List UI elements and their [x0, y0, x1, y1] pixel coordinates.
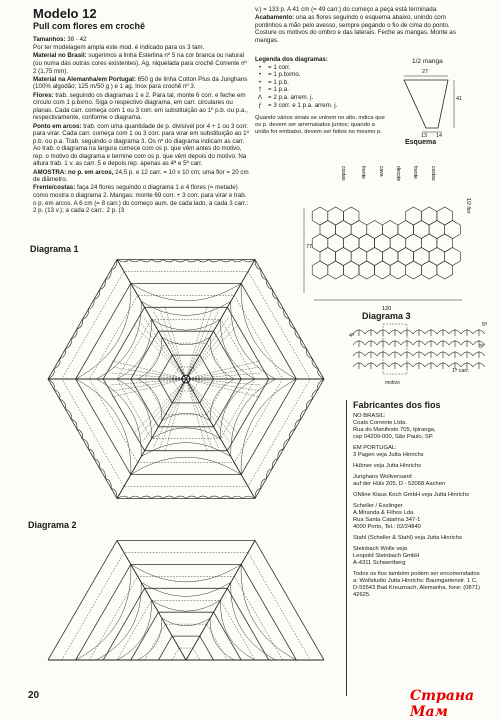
flower-hexagon	[406, 234, 422, 252]
supplier-entry: ONline Klaus Koch GmbH veja Jutta Hinrichs	[353, 492, 469, 498]
instruction-label: Tamanhos:	[33, 36, 66, 43]
flower-hexagon	[343, 261, 359, 279]
flower-hexagon	[343, 234, 359, 252]
crochet-round	[158, 636, 213, 660]
stitch-line	[111, 379, 186, 391]
flower-hexagon	[429, 248, 445, 266]
diagram3-chart	[345, 320, 488, 390]
diagram3-label: Diagrama 3	[362, 311, 411, 321]
stitch-line	[159, 308, 186, 379]
crochet-round	[117, 600, 255, 660]
flower-hexagon	[398, 221, 414, 239]
chain-arc	[162, 618, 210, 626]
sleeve-cuff-label-a: 13	[421, 133, 428, 139]
sleeve-schematic	[392, 58, 482, 148]
diagram1-label: Diagrama 1	[30, 244, 79, 254]
width-dimension-label: 120	[382, 306, 392, 312]
stitch-line	[186, 379, 261, 391]
stitch-line	[112, 361, 186, 379]
height-dimension-label: 77	[306, 244, 313, 250]
instruction-paragraph	[33, 123, 251, 169]
suppliers-box	[346, 400, 481, 696]
instruction-label: Frente/costas:	[33, 184, 76, 192]
suppliers-title: Fabricantes dos fios	[353, 400, 441, 410]
legend-text: = 1 corr.	[268, 63, 291, 71]
chain-arc	[231, 301, 276, 379]
supplier-entry: NO BRASIL: Coats Corrente Ltda. Rua do Manifesto 705, Ipiranga, cep 04209-000, São Paulo, SP.	[353, 413, 436, 440]
legend-symbol: •	[258, 63, 262, 71]
flower-hexagon	[406, 261, 422, 279]
stitch-line	[159, 379, 186, 450]
row-label-3: 3ª	[479, 344, 485, 350]
flower-hexagon	[429, 221, 445, 239]
scheme-caption: Esquema	[405, 139, 437, 146]
header	[33, 7, 145, 31]
diagram2-label: Diagrama 2	[28, 520, 77, 530]
instruction-label: Flores:	[33, 91, 54, 99]
row-label-5: 5ª	[482, 322, 488, 328]
flower-hexagon	[382, 248, 398, 266]
chain-arc	[131, 283, 241, 300]
flower-hexagon	[367, 248, 383, 266]
diagram2-chart	[30, 520, 342, 670]
sleeve-title: 1/2 manga	[412, 58, 443, 65]
stitch-line	[186, 379, 260, 397]
stitch-line	[110, 373, 186, 379]
instruction-text: trab. seguindo os diagramas 1 e 2. Para tal, monte 6 corr. e feche em círculo com 1 p.bxmo. Siga o respectivo diagrama, em carr. circulares ou planas. Cada carr. começa com 1 ou 3 corr. em substituição ao 1º p.b. ou p.a., respectivamente, conforme o diagrama.	[33, 91, 248, 122]
instruction-label: Material na Alemanha/em Portugal:	[33, 75, 136, 83]
legend-item	[255, 71, 385, 79]
flower-hexagon	[359, 234, 375, 252]
crochet-round	[89, 576, 282, 660]
flower-hexagon	[437, 261, 453, 279]
flower-hexagon	[359, 261, 375, 279]
flower-hexagon	[421, 234, 437, 252]
motif-label: motivo	[385, 380, 400, 386]
scheme-label: cava	[378, 166, 384, 177]
instruction-text: 38 - 42	[65, 36, 87, 43]
right-instructions	[255, 6, 473, 45]
legend-text: = 1 p.b.	[268, 78, 289, 86]
flower-hexagon	[414, 221, 430, 239]
supplier-entry: EM PORTUGAL: 3 Pagen veja Jutta Hinrichs	[353, 445, 424, 458]
flower-hexagon	[390, 261, 406, 279]
legend-symbol: Λ	[257, 93, 263, 101]
chain-arc	[141, 582, 231, 596]
stitch-line	[111, 367, 186, 379]
legend-title: Legenda dos diagramas:	[255, 56, 328, 63]
flower-hexagon	[390, 234, 406, 252]
instruction-text: Por ter modelagem ampla este mod. é indicado para os 3 tam.	[33, 44, 205, 52]
flower-hexagon	[351, 248, 367, 266]
scheme-label: costas	[430, 166, 436, 181]
row-label-4: 4ª	[349, 333, 355, 339]
legend-item	[255, 86, 385, 94]
chain-arc	[96, 379, 141, 457]
crochet-round	[103, 588, 269, 660]
page-number: 20	[28, 690, 40, 701]
continuation-text: v.) = 133 p. A 41 cm (= 49 carr.) do começo a peça está terminada.	[255, 6, 438, 13]
legend-symbol: ƒ	[258, 101, 262, 109]
flower-hexagon	[375, 234, 391, 252]
pattern-title: Pull com flores em crochê	[33, 21, 146, 31]
scheme-label: frente	[360, 166, 366, 179]
stitch-line	[110, 379, 186, 385]
legend-item	[255, 94, 385, 102]
instruction-paragraph	[33, 52, 251, 75]
flower-hexagon	[367, 221, 383, 239]
flower-hexagon	[398, 248, 414, 266]
instruction-text: trab. com uma quantidade de p. divisível por 4 + 1 ou 3 corr. para virar. Cada carr. começa com 1 ou 3 corr. para virar em substituição ao 1º p.b. ou p.a. Trab. seguindo o diagrama 3. Os nº do diagrama indicam as carr. Ao trab. o diagrama na largura comece com os p. que vêm antes do motivo, rep. o motivo do diagrama e termine com os p. que vêm depois do motivo. Na altura trab. 1 v. as carr. 5 e depois rep. apenas as 4ª e 5ª carr.	[33, 122, 249, 168]
instruction-label: AMOSTRA: no p. em arcos,	[33, 168, 114, 176]
supplier-entry: Scheller / Esslinger A.Miranda & Filhos Lda. Rua Santa Catarina 347-1 4000 Porto, Tel.: 02/24840	[353, 503, 421, 530]
flower-hexagon	[437, 234, 453, 252]
supplier-entry: Hübner veja Jutta Hinrichs	[353, 463, 421, 469]
stitch-line	[112, 379, 186, 397]
stitch-line	[186, 379, 262, 385]
legend-note: Quando vários sinais se unirem no alto, indica que os p. devem ser arrematados juntos; quando a união for embaixo, devem ser feitos no mesmo p.	[255, 115, 385, 136]
chain-arc	[131, 457, 241, 474]
scheme-label: costas	[340, 166, 346, 181]
model-title: Modelo 12	[33, 6, 97, 21]
flower-hexagon	[320, 221, 336, 239]
legend-symbol: †	[258, 86, 262, 94]
finishing-label: Acabamento:	[255, 14, 295, 22]
crochet-round	[172, 648, 200, 660]
legend-item	[255, 79, 385, 87]
stitch-line	[186, 379, 213, 450]
legend	[255, 56, 385, 136]
flower-hexagon	[312, 207, 328, 225]
instruction-paragraph	[33, 92, 251, 122]
legend-text: = 2 p.a. arrem. j.	[268, 93, 314, 101]
flower-hexagon	[343, 207, 359, 225]
chain-arc	[131, 564, 241, 581]
flower-hexagon	[437, 207, 453, 225]
legend-item	[255, 64, 385, 72]
instruction-text: faça 24 flores seguindo o diagrama 1 e 4 flores (= metade) como mostra o diagrama 2. Mangas: monte 69 corr. + 3 corr. para virar e trab. o p. em arcos. A 6 cm (= 8 carr.) do começo aum. de cada lado, a cada 3 carr.: 2 p. (13 v.); a cada 2 carr.: 2 p. (3	[33, 184, 249, 215]
flower-hexagon	[351, 221, 367, 239]
supplier-entry: Todos os fios também podem ser encomendados a: Wollstudio Jutta Hinrichs: Baumgartenstr. 1 C, D-55543 Bad Kreuznach, Alemanha, fone: (0871) 42625.	[353, 571, 480, 598]
flower-hexagon	[445, 221, 461, 239]
instruction-text: 650 g de linha Cotton Plus da Junghans (100% algodão; 125 m/50 g ) e 1 ag. Inox para crochê nº 3.	[33, 75, 248, 91]
row-label-1: 1ª carr.	[452, 368, 470, 374]
diagram1-chart	[30, 238, 342, 520]
flower-hexagon	[414, 248, 430, 266]
instruction-paragraph	[33, 169, 251, 184]
stitch-line	[186, 361, 260, 379]
scheme-label: decote	[395, 166, 401, 182]
flower-hexagon	[421, 261, 437, 279]
instruction-paragraph	[33, 76, 251, 91]
instruction-text: 24,5 p. e 12 carr. = 10 x 10 cm; uma flor = 20 cm de diâmetro.	[33, 168, 249, 184]
legend-item	[255, 102, 385, 110]
chain-arc	[231, 582, 276, 660]
legend-symbol: +	[258, 78, 262, 86]
instruction-text: sugerimos a linha Esterlina nº 5 na cor branca ou natural (ou numa das outras cores existentes). Ag. niquelada para crochê Corrente nº 2 (1,75 mm).	[33, 52, 247, 75]
stitch-line	[186, 367, 261, 379]
flower-hexagon	[445, 248, 461, 266]
supplier-entry: Junghans Wollversand auf der Hüls 205, D - 52068 Aachen	[353, 474, 446, 487]
scheme-label: 1/2 flor	[465, 198, 471, 214]
flower-hexagon	[375, 261, 391, 279]
sleeve-width-label: 27	[422, 69, 429, 75]
legend-text: = 3 corr. e 1 p.a. arrem. j.	[268, 101, 338, 109]
legend-symbol: •	[258, 71, 262, 79]
legend-text: = 1 p.a.	[268, 86, 289, 94]
sleeve-height-label: 41	[456, 96, 463, 102]
finishing-text: una as flores seguindo o esquema abaixo, unindo com pontinhos a mão pelo avesso, sempre pegando o fio de cima do ponto. Costure os motivos do ombro e das laterais. Feche as mangas. Monte as mangas.	[255, 14, 456, 44]
chain-arc	[152, 600, 221, 611]
instruction-paragraph	[33, 44, 251, 52]
watermark-text: Страна Мам	[410, 688, 475, 720]
flower-hexagon	[382, 221, 398, 239]
stitch-line	[186, 308, 213, 379]
flower-hexagon	[328, 207, 344, 225]
stitch-line	[186, 373, 262, 379]
chain-arc	[96, 582, 141, 660]
instruction-label: Material no Brasil:	[33, 52, 87, 60]
instruction-paragraph	[33, 36, 251, 44]
flower-hexagon	[336, 221, 352, 239]
chain-arc	[96, 301, 141, 379]
flower-hexagon	[421, 207, 437, 225]
instructions	[33, 36, 251, 215]
scheme-label: frente	[412, 166, 418, 179]
chain-arc	[231, 379, 276, 457]
supplier-entry: Steinbach Wolle veja Leopold Steinbach GmbH A-4311 Schwertberg	[353, 546, 420, 566]
supplier-entry: Stahl (Scheller & Stahl) veja Jutta Hinrichs	[353, 535, 462, 541]
instruction-label: Ponto em arcos:	[33, 122, 82, 130]
flower-hexagon	[406, 207, 422, 225]
instruction-paragraph	[33, 184, 251, 214]
sleeve-cuff-label-b: 14	[436, 133, 443, 139]
legend-text: = 1 p.bxmo.	[268, 71, 301, 79]
